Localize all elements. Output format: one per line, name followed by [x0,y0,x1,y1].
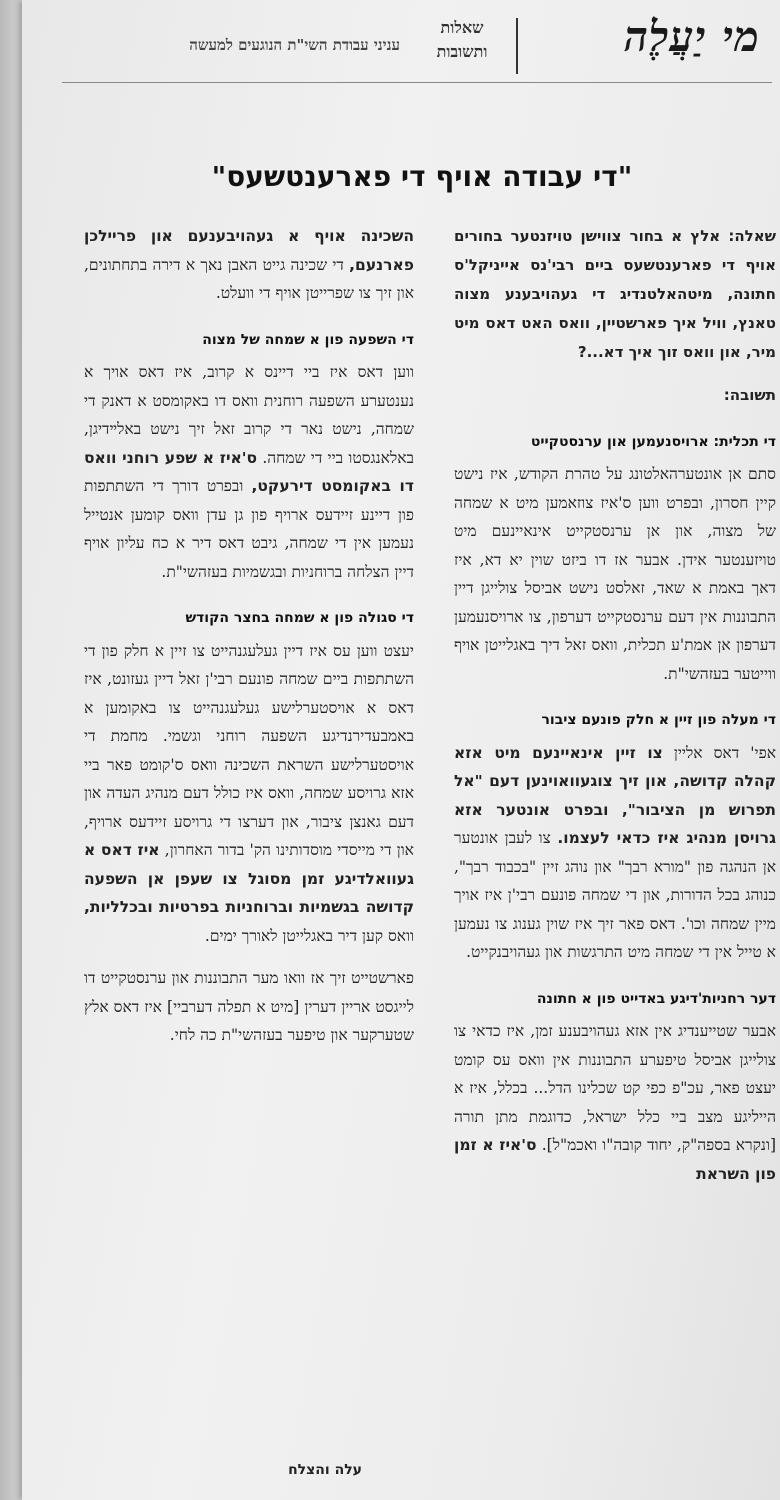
text-run: יעצט ווען עס איז דיין געלעגנהייט צו זיין א חלק פון די השתתפות ביים שמחה פונעם רבי'ן זאל דיין געזונט, איז דאס א אויסטערלישע געלעגנהייט צו באקומען א באמבעדירנדיגע השפעה רוחני וגשמי. מחמת די אויסטערלישע השראת השכינה וואס ס'קומט פאר ביי אזא גרויסע שמחה, וואס איז כולל דעם מנהיג העדה און דעם גאנצן ציבור, און דערצו די גרויסע זיידעס ארויף, און די מייסדי מוסדותינו הק' בדור האחרון, [84,641,414,859]
newspaper-page [22,0,780,1500]
section-text [84,358,414,586]
bold-run: ס'איז א זמן פון השראת [454,1136,776,1183]
header-divider [516,18,518,74]
section-text [454,739,776,967]
text-run: ווען דאס איז ביי דיינס א קרוב, איז דאס אויך א נענטערע השפעה רוחנית וואס דו באקומסט א דאנק די שמחה, נישט נאר די קרוב זאל זיך נישט באלײדיגן, באלאנגסטו ביי די שמחה. [84,363,414,467]
section-text [454,1017,776,1188]
answer-label: תשובה: [723,386,776,404]
signoff: עלה והצלח [288,1462,362,1478]
section-heading: די תכלית: ארויסנעמען און ערנסטקייט [530,433,776,450]
text-run: אפי' דאס אליין [673,743,777,762]
text-run: צו לעבן אונטער אן הנהגה פון "מורא רבך" און נוהג זיין "בכבוד רבך", כנוהג בכל הדורות, און די שמחה פונעם רבי'ן איז אויך מיין שמחה וכו'. דאס פאר זיך איז שוין גענוג צו נעמען א טייל אין די שמחה מיט התרגשות און געהויבנקייט. [454,829,776,961]
text-run: אבער שטייענדיג אין אזא געהויבענע זמן, איז כדאי צו צולייגן אביסל טיפערע התבוננות אין וואס עס קומט יעצט פאר, עכ"פ כפי קט שכלינו הדל... בכלל, איז א הייליגע מצב ביי כלל ישראל, כדוגמת מתן תורה [ונקרא בספה"ק, יחוד קובה"ו ואכמ"ל]. [454,1022,776,1154]
qa-label-line1: שאלות [440,18,484,37]
section-text: סתם אן אונטערהאלטונג על טהרת הקודש, איז נישט קיין חסרון, ובפרט ווען ס'איז צוזאמען מיט א שמחה של מצוה, און אן ערנסטקייט אינאיינעם מיט טויזענטער אידן. אבער אז דו ביזט שוין יא דא, איז דאך באמת א שאד, זאלסט נישט אביסל צולייגן דיין התבוננות אין דעם ערנסטקייט דערפון, צו ארויסנעמען דערפון אן אמת'ע תכלית, וואס זאל דיך באגלייטן אויף ווייטער בעזהשי"ת. [454,465,776,683]
qa-label [422,16,502,64]
section-text [84,637,414,951]
text-run: די שכינה גייט האבן נאך א דירה בתחתונים, און זיך צו שפרייטן אויף די וועלט. [84,255,414,302]
intro-text [84,222,414,308]
column-logo: מי יַעֲלֶה [623,12,760,61]
column-topic: עניני עבודת השי"ת הנוגעים למעשה [189,36,400,54]
bold-run: איז דאס א געוואלדיגע זמן מסוגל צו שעפן אן השפעה קדושה בגשמיות וברוחניות בפרטיות ובכלליות, [84,841,414,916]
article-title: "די עבודה אויף די פארענטשעס" [211,160,633,193]
text-run: וואס קען דיר באגלייטן לאורך ימים. [204,926,414,945]
question-text: שאלה: אלץ א בחור צווישן טויזנטער בחורים אויף די פארענטשעס ביים רבי'נס אייניקל'ס חתונה, מיטהאלטנדיג די געהויבענע מצוה טאנץ, וויל איך פארשטיין, וואס האט דאס מיט מיר, און וואס זוך איך דא...? [454,227,776,361]
section-heading: די מעלה פון זיין א חלק פונעם ציבור [541,712,776,728]
right-column [454,222,776,1196]
column-header [62,12,780,74]
left-column [84,222,414,1058]
text-run: ובפרט דורך די השתתפות פון דיינע זיידעס ארויף פון גן עדן וואס קומען אנטייל נעמען אין די שמחה, גיבט דאס דיר א כח עליון אויף דיין הצלחה ברוחניות ובגשמיות בעזהשי"ת. [84,477,414,581]
section-heading: די השפעה פון א שמחה של מצוה [202,331,414,348]
section-heading: דער רחניות'דיגע באדייט פון א חתונה [536,990,776,1007]
closing-text: פארשטייט זיך אז וואו מער התבוננות און ערנסטקייט דו לייגסט אריין דערין [מיט א תפלה דערביי] איז דאס אלץ שטערקער און טיפער בעזהשי"ת כה לחי. [84,969,414,1044]
bold-run: צו זיין אינאיינעם מיט אזא קהלה קדושה, און זיך צוגעוואוינען דעם "אל תפרוש מן הציבור", ובפרט אונטער אזא גרויסן מנהיג איז כדאי לעצמו. [454,743,776,847]
bold-run: ס'איז א שפע רוחני וואס דו באקומסט דירעקט, [84,448,414,495]
page-shadow-edge [0,0,24,1500]
section-heading: די סגולה פון א שמחה בחצר הקודש [185,610,414,626]
header-rule [62,82,772,83]
qa-label-line2: ותשובות [436,42,488,61]
bold-run: השכינה אויף א געהויבענעם און פריילכן פארנעם, [84,227,414,274]
